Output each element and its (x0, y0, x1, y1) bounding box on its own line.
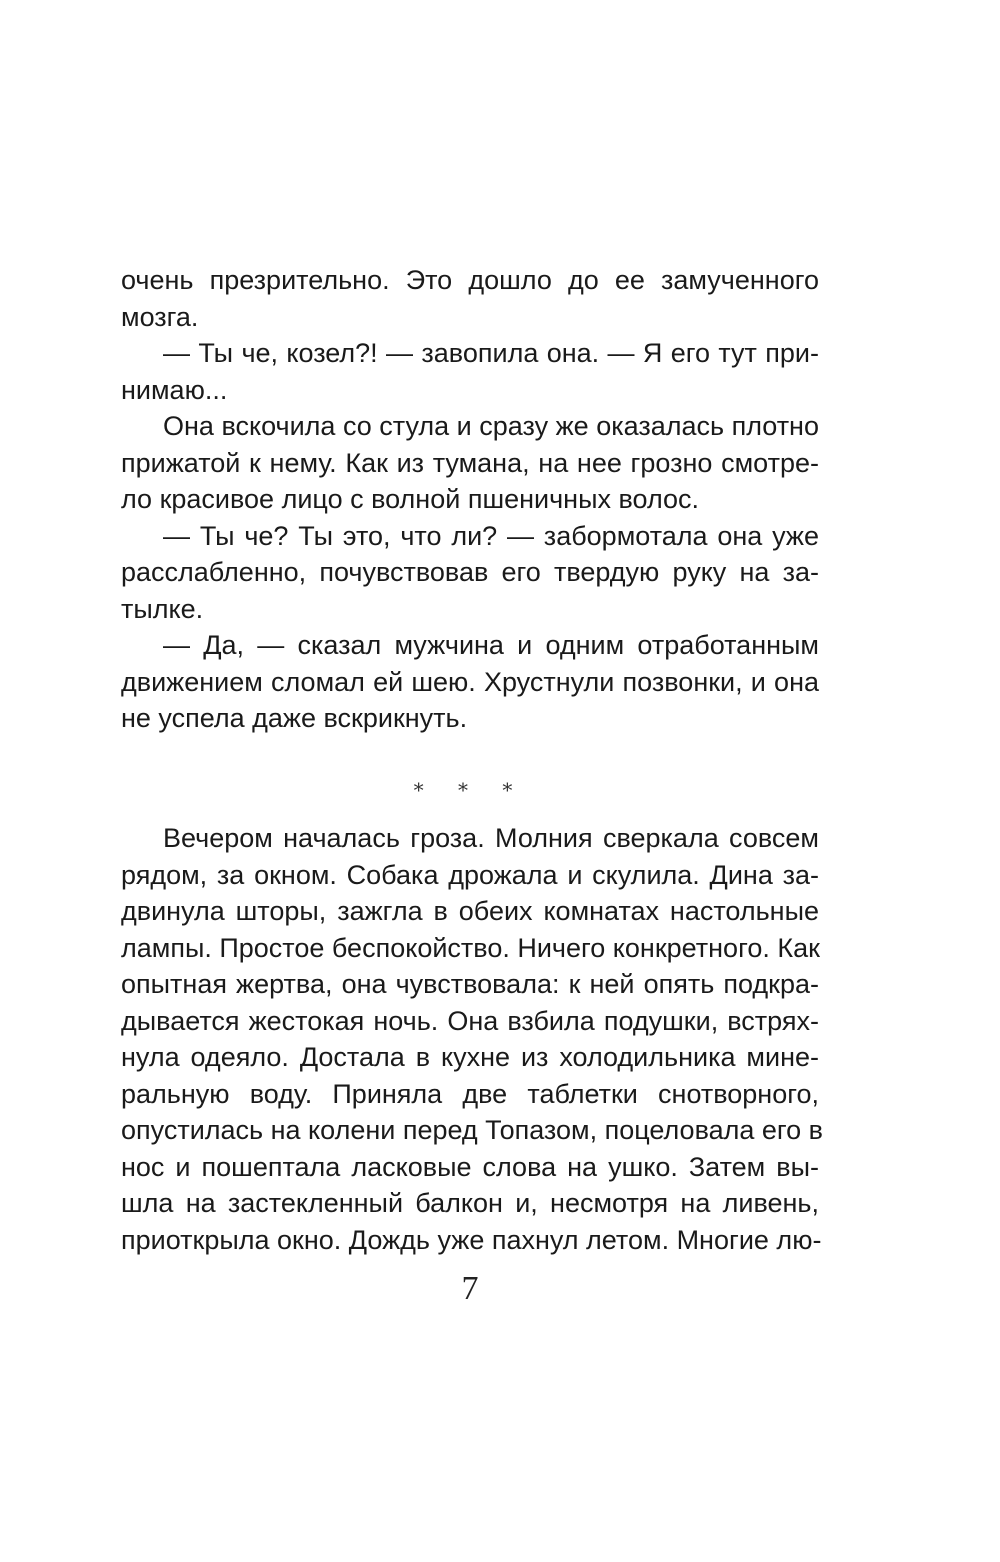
text-line: мозга. (121, 301, 199, 332)
text-line: нула одеяло. Достала в кухне из холодильника мине- (121, 1042, 819, 1072)
text-line: — Ты че, козел?! — завопила она. — Я его тут при- (163, 338, 819, 368)
text-line: движением сломал ей шею. Хрустнули позвонки, и она (121, 666, 819, 697)
text-line: очень презрительно. Это дошло до ее замученного (121, 265, 819, 295)
text-line: лампы. Простое беспокойство. Ничего конкретного. Как (121, 932, 820, 963)
text-line: приоткрыла окно. Дождь уже пахнул летом. Многие лю- (121, 1224, 822, 1255)
text-line: не успела даже вскрикнуть. (121, 703, 468, 733)
text-line: дывается жестокая ночь. Она взбила подушки, встрях- (121, 1005, 819, 1036)
text-line: нимаю... (121, 374, 228, 405)
text-line: — Да, — сказал мужчина и одним отработанным (163, 630, 819, 660)
text-line: шла на застекленный балкон и, несмотря на ливень, (121, 1188, 819, 1218)
text-section-one (121, 262, 819, 737)
section-separator: * * * (413, 778, 527, 802)
text-line: расслабленно, почувствовав его твердую руку на за- (121, 557, 819, 587)
text-line: нос и пошептала ласковые слова на ушко. Затем вы- (121, 1151, 819, 1182)
text-line: Вечером началась гроза. Молния сверкала совсем (163, 823, 819, 853)
text-line: опытная жертва, она чувствовала: к ней опять подкра- (121, 969, 819, 999)
text-line: Она вскочила со стула и сразу же оказалась плотно (163, 411, 819, 441)
text-line: ло красивое лицо с волной пшеничных волос. (121, 484, 700, 514)
text-line: рядом, за окном. Собака дрожала и скулила. Дина за- (121, 859, 819, 890)
text-line: — Ты че? Ты это, что ли? — забормотала она уже (163, 520, 819, 551)
text-line: двинула шторы, зажгла в обеих комнатах настольные (121, 896, 819, 926)
text-line: тылке. (121, 593, 204, 624)
text-section-two (121, 820, 824, 1258)
text-line: опустилась на колени перед Топазом, поцеловала его в (121, 1115, 824, 1145)
text-line: ральную воду. Приняла две таблетки снотворного, (121, 1078, 819, 1109)
page-number: 7 (461, 1270, 479, 1307)
text-line: прижатой к нему. Как из тумана, на нее грозно смотре- (121, 447, 819, 478)
